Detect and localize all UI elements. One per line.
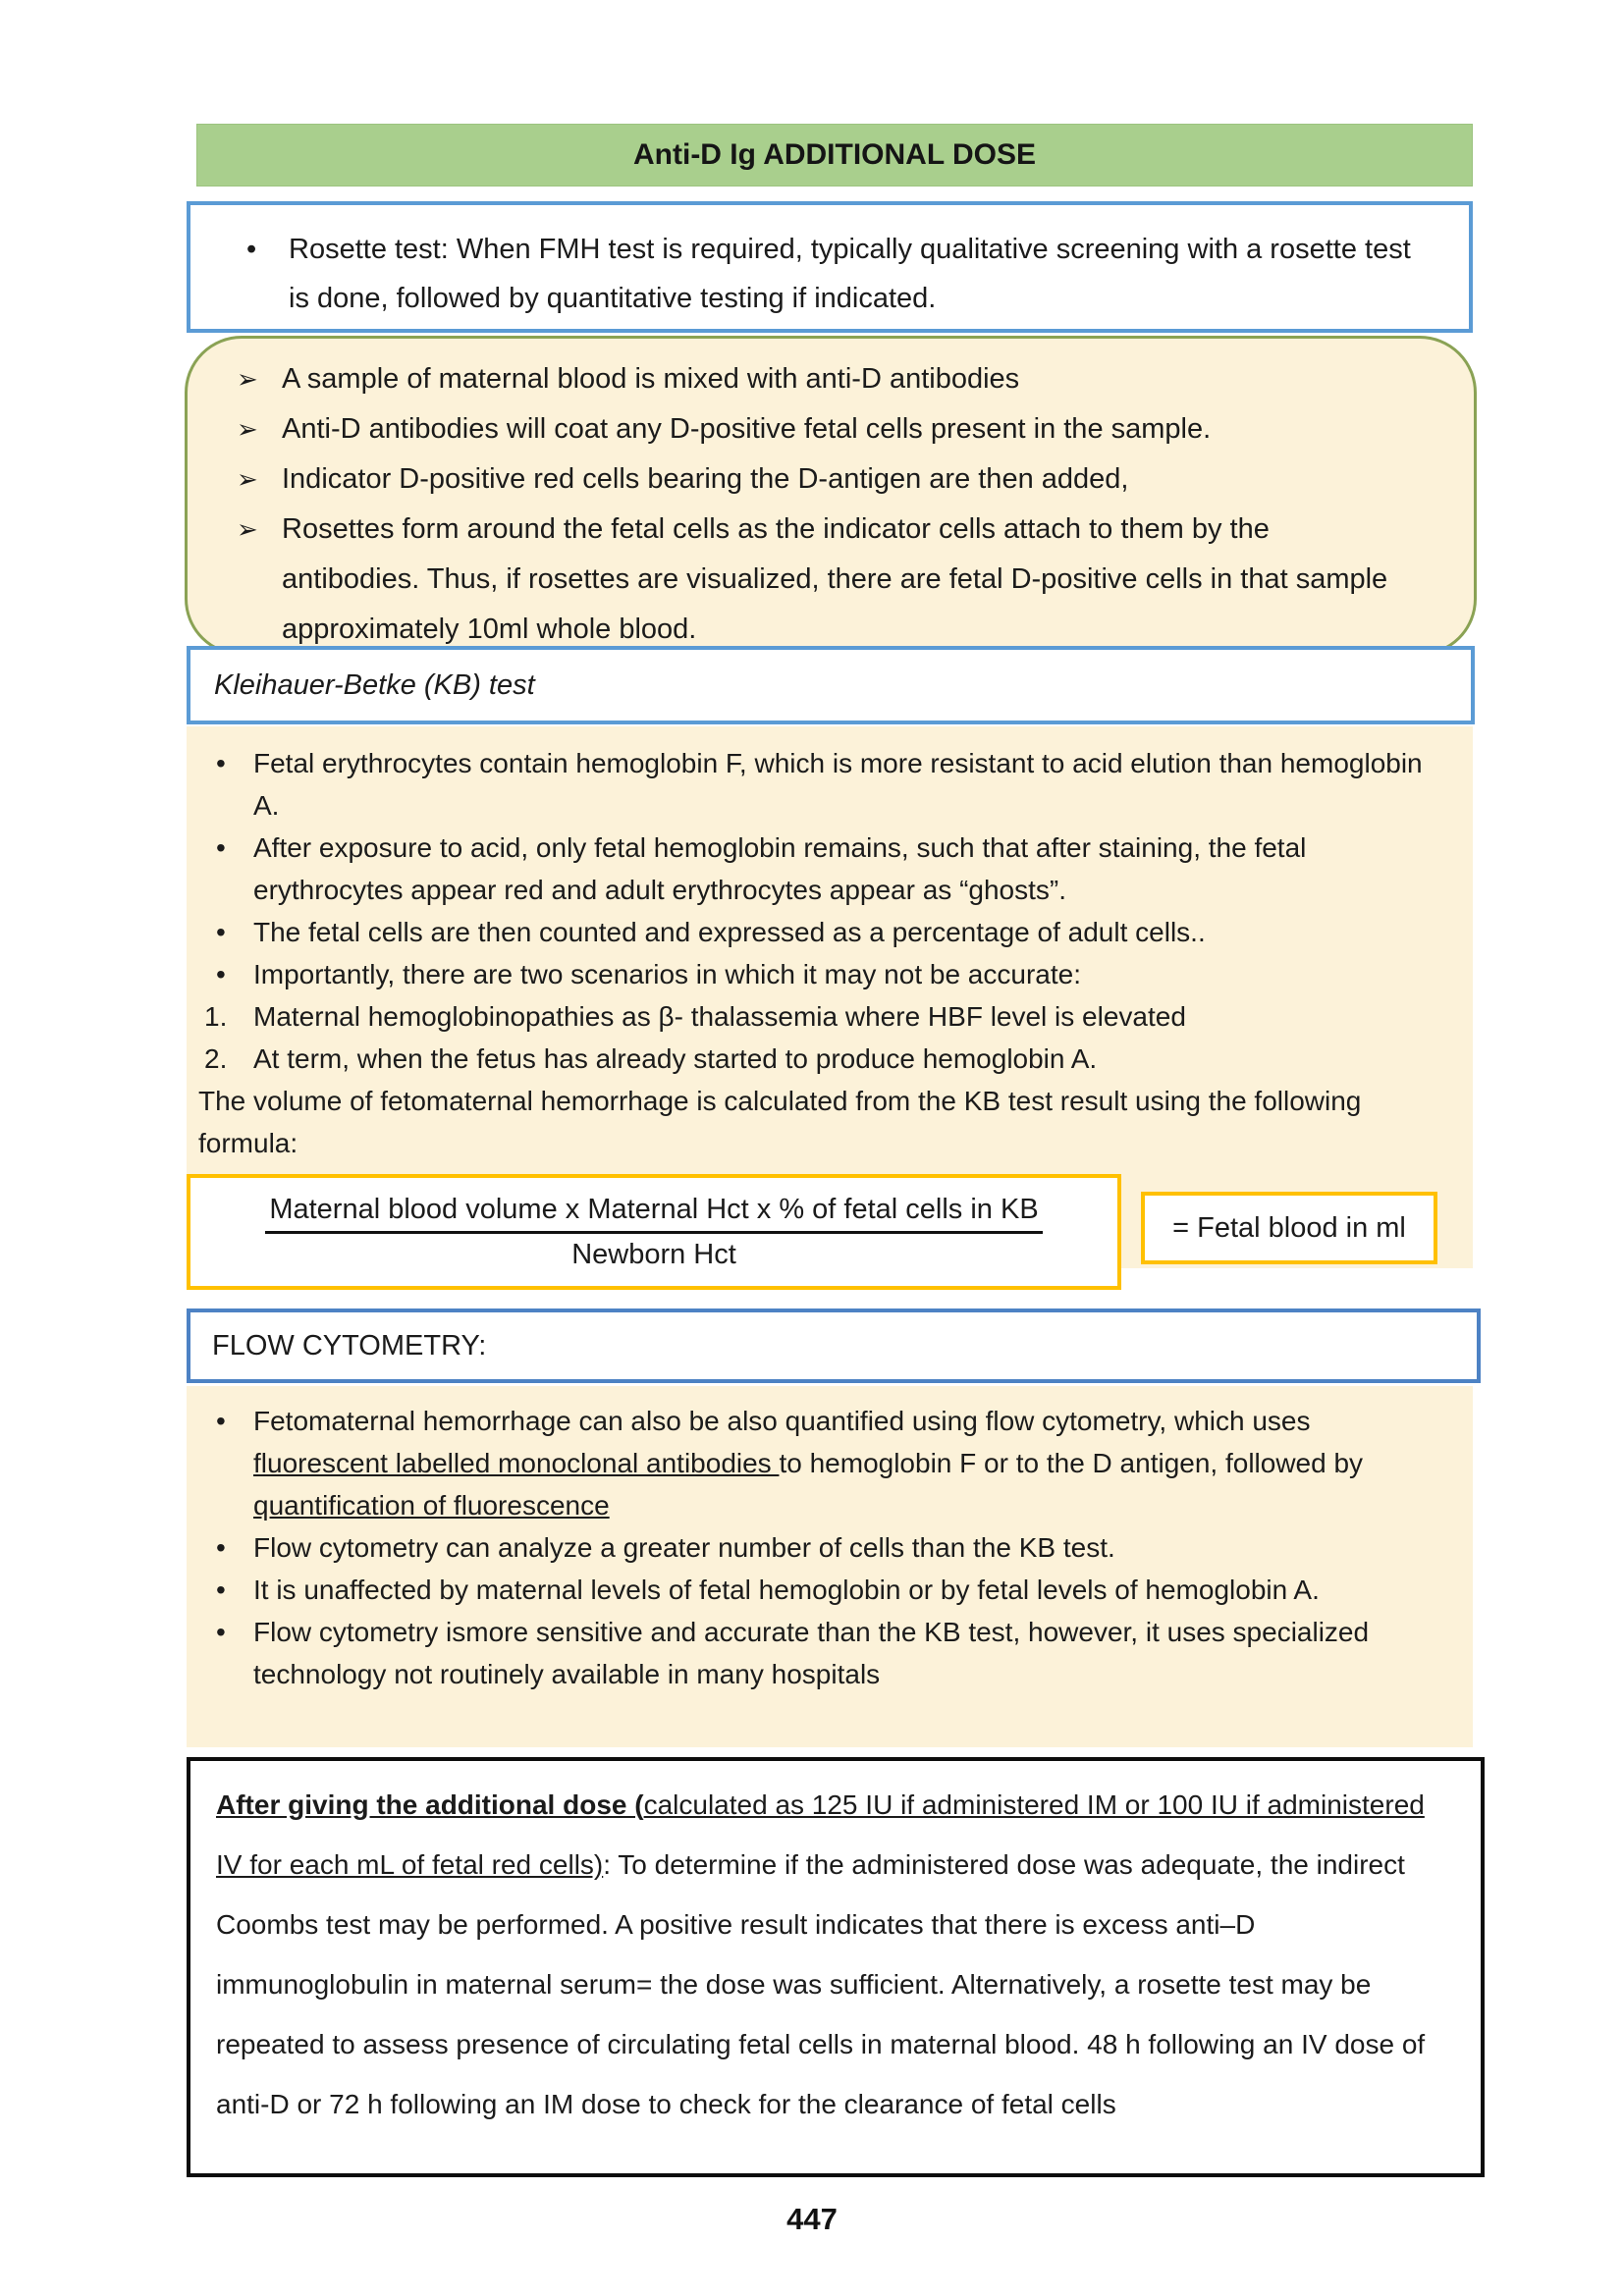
disc-bullet-icon: •	[216, 1532, 226, 1563]
rosette-test-text: Rosette test: When FMH test is required, typically qualitative screening with a rosette test is done, followed by quantitative testing if indicated.	[289, 234, 1411, 314]
list-item	[198, 827, 1443, 911]
disc-bullet-icon: •	[216, 832, 226, 863]
kb-bullet-text: Fetal erythrocytes contain hemoglobin F, which is more resistant to acid elution than hemoglobin A.	[253, 748, 1423, 821]
step-text: A sample of maternal blood is mixed with anti-D antibodies	[282, 363, 1020, 395]
step-text: Anti-D antibodies will coat any D-positive fetal cells present in the sample.	[282, 413, 1212, 445]
formula-denominator: Newborn Hct	[571, 1238, 736, 1270]
disc-bullet-icon: •	[216, 1617, 226, 1647]
flow-text-underlined-1: fluorescent labelled monoclonal antibodies	[253, 1448, 780, 1478]
formula-box	[187, 1174, 1121, 1290]
flow-bullet-text: Flow cytometry can analyze a greater number of cells than the KB test.	[253, 1532, 1115, 1563]
list-item	[237, 354, 1405, 404]
flow-text-mid: to hemoglobin F or to the D antigen, followed by	[779, 1448, 1364, 1478]
step-text: Indicator D-positive red cells bearing the D-antigen are then added,	[282, 463, 1129, 495]
flow-text-underlined-2: quantification of fluorescence	[253, 1490, 610, 1521]
list-item	[198, 911, 1443, 953]
kb-bullet-text: Importantly, there are two scenarios in which it may not be accurate:	[253, 959, 1081, 989]
step-text: Rosettes form around the fetal cells as the indicator cells attach to them by the antibodies. Thus, if rosettes are visualized, there are fetal D-positive cells in that sample approximately 10ml whole blood.	[282, 513, 1388, 645]
kb-test-header: Kleihauer-Betke (KB) test	[214, 668, 535, 701]
flow-bullet-text: Flow cytometry ismore sensitive and accurate than the KB test, however, it uses specialized technology not routinely available in many hospitals	[253, 1617, 1370, 1689]
disc-bullet-icon: •	[216, 959, 226, 989]
formula-numerator: Maternal blood volume x Maternal Hct x % of fetal cells in KB	[265, 1194, 1042, 1234]
after-dose-body: : To determine if the administered dose was adequate, the indirect Coombs test may be performed. A positive result indicates that there is excess anti–D immunoglobulin in maternal serum= the dose was sufficient. Alternatively, a rosette test may be repeated to assess presence of circulating fetal cells in maternal blood. 48 h following an IV dose of anti-D or 72 h following an IM dose to check for the clearance of fetal cells	[216, 1849, 1426, 2119]
list-item	[198, 742, 1443, 827]
list-item	[237, 505, 1405, 655]
rosette-steps-box	[185, 336, 1477, 656]
arrow-bullet-icon: ➢	[237, 514, 258, 544]
after-dose-underlined: calculated as 125 IU if administered IM or 100 IU if administered IV for each mL of fetal red cells)	[216, 1789, 1425, 1880]
list-item	[198, 1526, 1443, 1569]
kb-bullet-text: After exposure to acid, only fetal hemoglobin remains, such that after staining, the fetal erythrocytes appear red and adult erythrocytes appear as “ghosts”.	[253, 832, 1307, 905]
arrow-bullet-icon: ➢	[237, 364, 258, 394]
kb-numbered-text: At term, when the fetus has already started to produce hemoglobin A.	[253, 1043, 1098, 1074]
flow-cytometry-header: FLOW CYTOMETRY:	[212, 1329, 487, 1362]
numbered-item	[198, 995, 1443, 1038]
disc-bullet-icon: •	[216, 917, 226, 947]
numbered-item	[198, 1038, 1443, 1080]
formula-result: = Fetal blood in ml	[1172, 1211, 1406, 1244]
arrow-bullet-icon: ➢	[237, 464, 258, 494]
item-number: 2.	[204, 1043, 228, 1074]
flow-cytometry-header-box	[187, 1308, 1481, 1383]
list-item	[198, 1569, 1443, 1611]
page-number: 447	[786, 2202, 838, 2236]
rosette-test-box	[187, 201, 1473, 333]
list-item	[198, 1400, 1443, 1526]
list-item	[244, 225, 1420, 323]
disc-bullet-icon: •	[216, 748, 226, 778]
kb-test-header-box	[187, 646, 1475, 724]
kb-footer-text: The volume of fetomaternal hemorrhage is calculated from the KB test result using the following formula:	[198, 1086, 1362, 1158]
kb-bullet-text: The fetal cells are then counted and expressed as a percentage of adult cells..	[253, 917, 1206, 947]
flow-cytometry-box	[187, 1386, 1473, 1747]
after-dose-box	[187, 1757, 1485, 2177]
page-title: Anti-D Ig ADDITIONAL DOSE	[196, 124, 1473, 187]
arrow-bullet-icon: ➢	[237, 414, 258, 444]
list-item	[237, 404, 1405, 454]
after-dose-lead: After giving the additional dose (	[216, 1789, 644, 1820]
disc-bullet-icon: •	[216, 1575, 226, 1605]
list-item	[198, 953, 1443, 995]
flow-bullet-text: It is unaffected by maternal levels of fetal hemoglobin or by fetal levels of hemoglobin A.	[253, 1575, 1320, 1605]
flow-text-pre: Fetomaternal hemorrhage can also be also quantified using flow cytometry, which uses	[253, 1406, 1311, 1436]
list-item	[198, 1611, 1443, 1695]
flow-bullet-text	[253, 1406, 1363, 1521]
formula-result-box	[1141, 1192, 1437, 1264]
item-number: 1.	[204, 1001, 228, 1032]
disc-bullet-icon: •	[216, 1406, 226, 1436]
list-item	[237, 454, 1405, 505]
kb-numbered-text: Maternal hemoglobinopathies as β- thalassemia where HBF level is elevated	[253, 1001, 1186, 1032]
disc-bullet-icon: •	[246, 234, 257, 265]
